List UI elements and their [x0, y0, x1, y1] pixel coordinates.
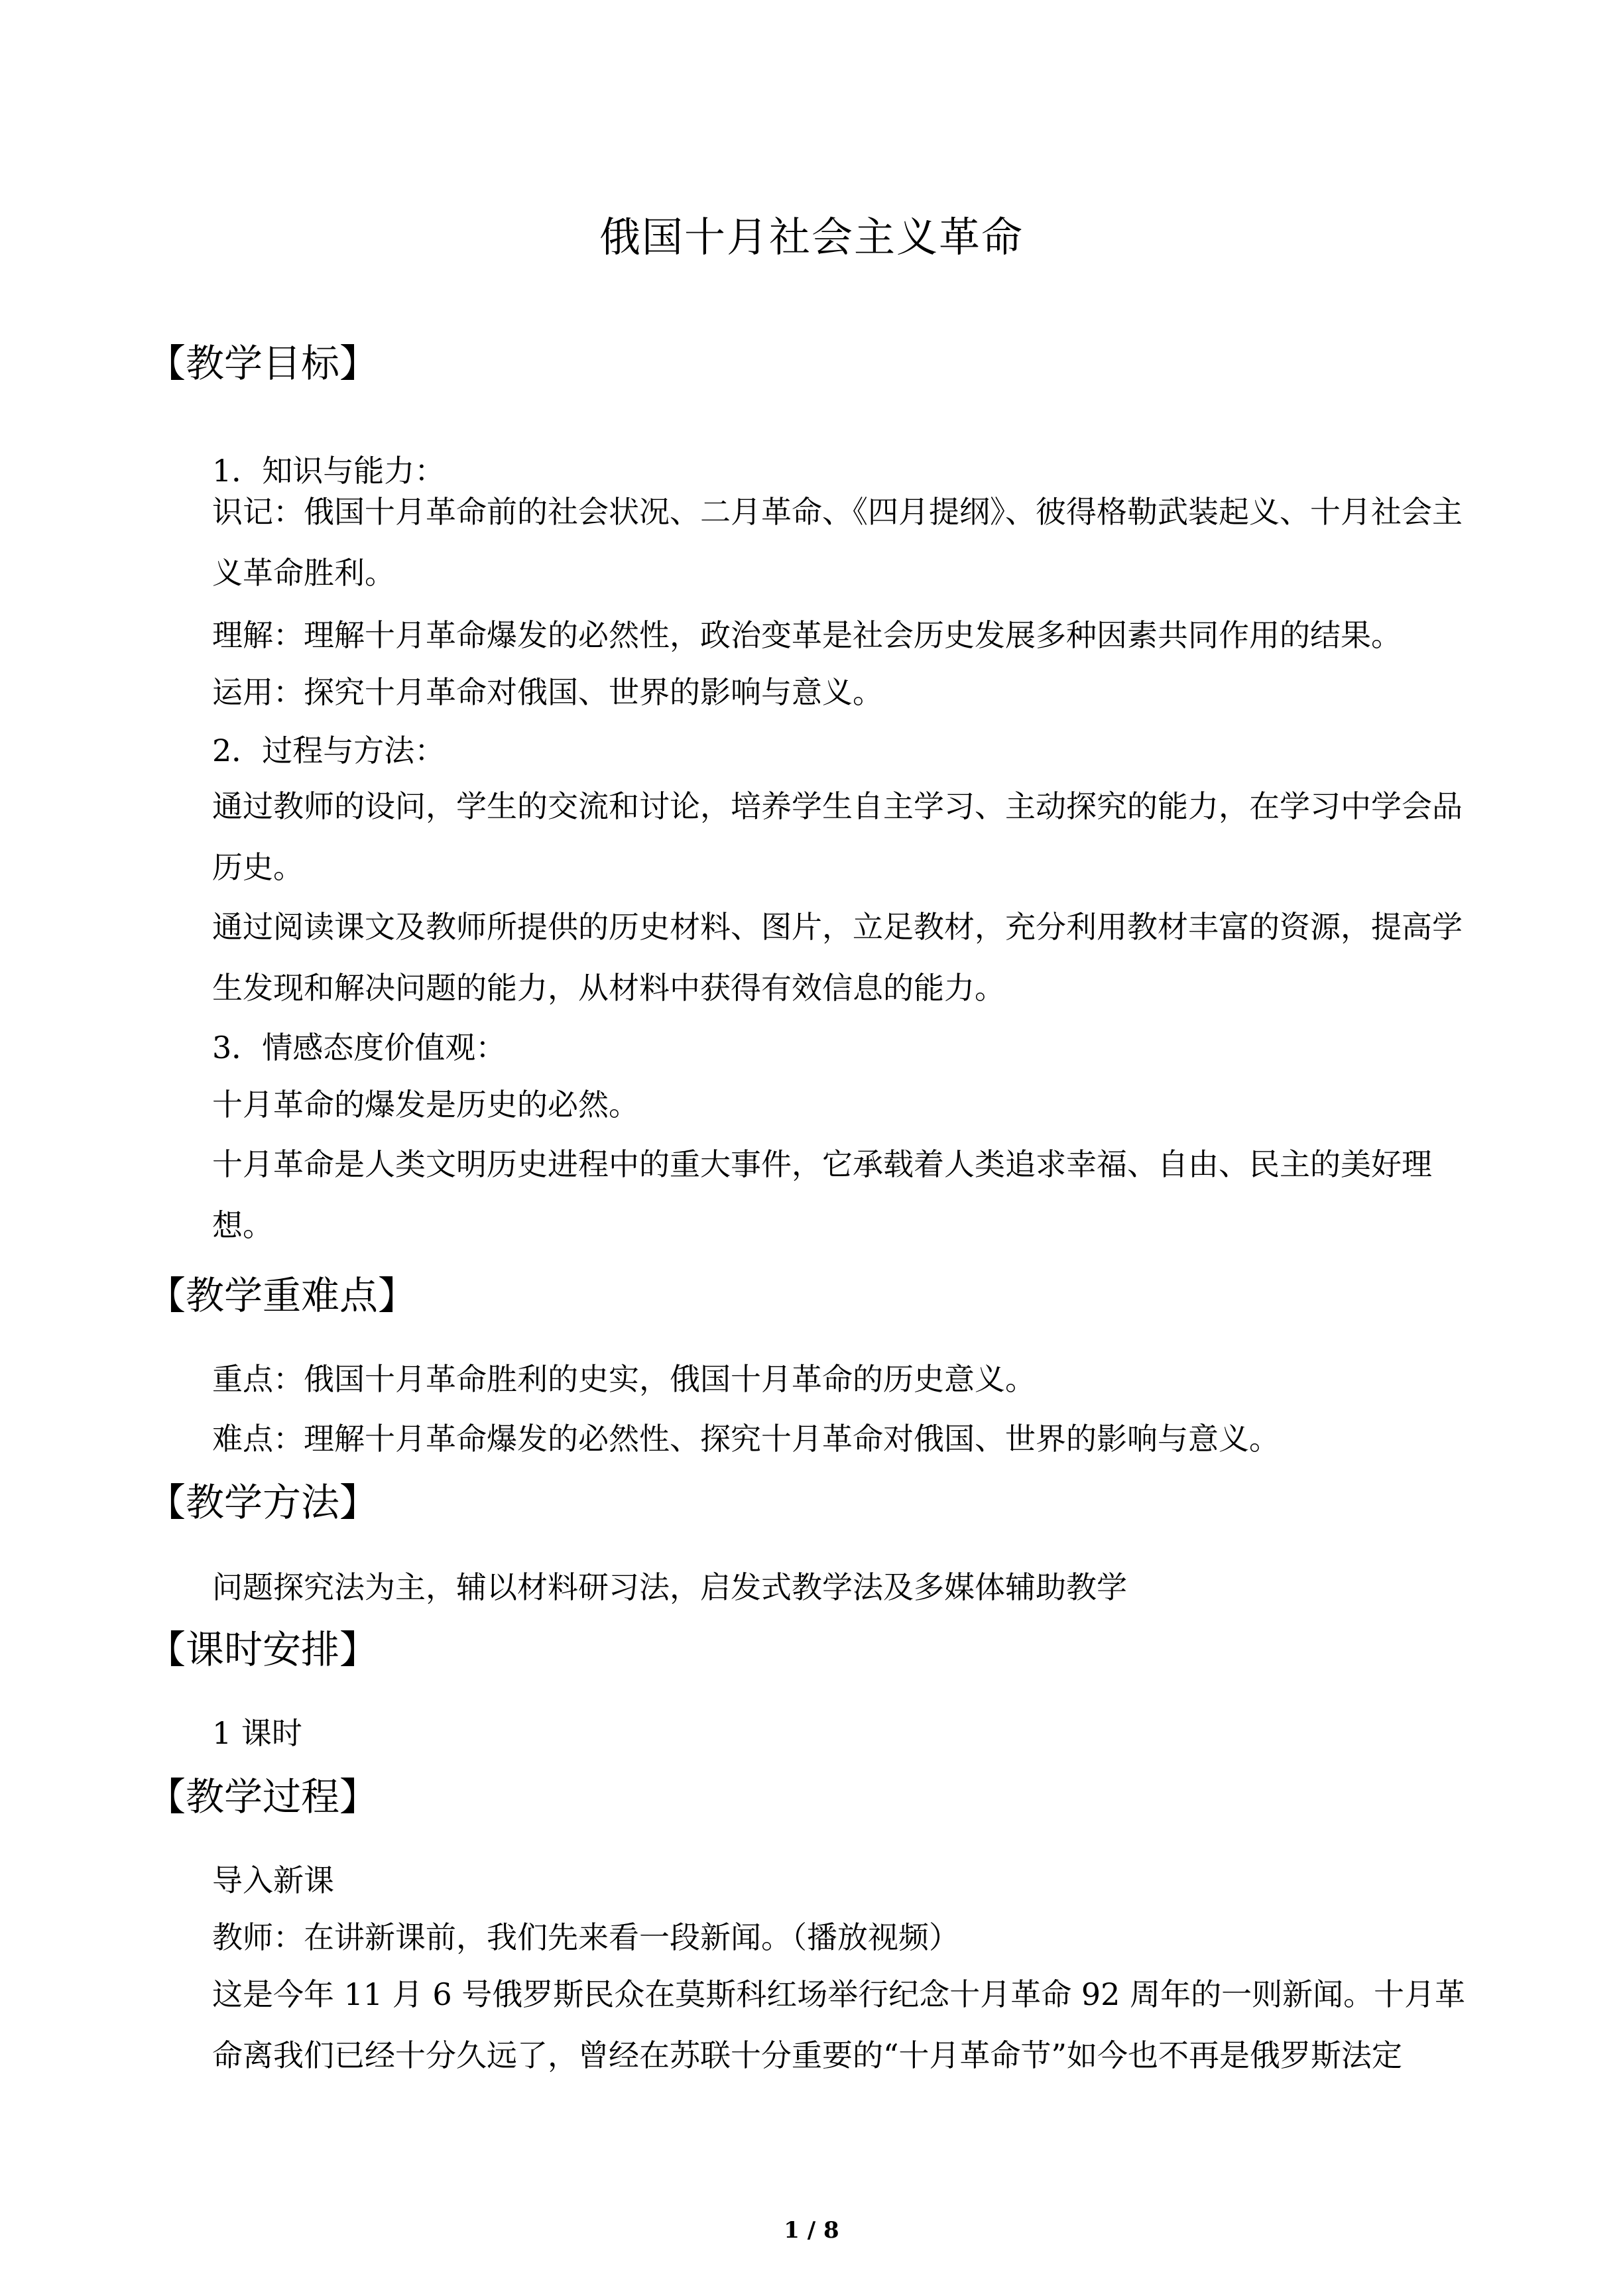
goal-1-apply: 运用：探究十月革命对俄国、世界的影响与意义。	[212, 674, 883, 710]
heading-key-points: 【教学重难点】	[147, 1273, 417, 1318]
goal-1-recall: 识记：俄国十月革命前的社会状况、二月革命、《四月提纲》、彼得格勒武装起义、十月社会主义革命胜利。	[212, 494, 1463, 591]
key-point-difficulty: 难点：理解十月革命爆发的必然性、探究十月革命对俄国、世界的影响与意义。	[212, 1421, 1280, 1457]
goal-1-title: 1．知识与能力：	[212, 453, 446, 489]
process-news: 这是今年 11 月 6 号俄罗斯民众在莫斯科红场举行纪念十月革命 92 周年的一则新闻。十月革命离我们已经十分久远了，曾经在苏联十分重要的“十月革命节”如今也不再是俄罗斯法定	[212, 1976, 1466, 2073]
goal-2-paragraph-1: 通过教师的设问，学生的交流和讨论，培养学生自主学习、主动探究的能力，在学习中学会品历史。	[212, 788, 1463, 885]
page-title: 俄国十月社会主义革命	[599, 213, 1024, 261]
goal-3-paragraph-1: 十月革命的爆发是历史的必然。	[212, 1087, 639, 1122]
teaching-methods-text: 问题探究法为主，辅以材料研习法，启发式教学法及多媒体辅助教学	[212, 1569, 1127, 1605]
process-teacher: 教师：在讲新课前，我们先来看一段新闻。（播放视频）	[212, 1919, 959, 1955]
goal-2-title: 2．过程与方法：	[212, 733, 446, 768]
goal-1-understand: 理解：理解十月革命爆发的必然性，政治变革是社会历史发展多种因素共同作用的结果。	[212, 617, 1402, 653]
key-point-focus: 重点：俄国十月革命胜利的史实，俄国十月革命的历史意义。	[212, 1361, 1036, 1397]
process-intro: 导入新课	[212, 1862, 334, 1898]
heading-schedule: 【课时安排】	[147, 1627, 379, 1672]
heading-teaching-process: 【教学过程】	[147, 1774, 379, 1819]
goal-3-paragraph-2: 十月革命是人类文明历史进程中的重大事件，它承载着人类追求幸福、自由、民主的美好理想。	[212, 1146, 1432, 1243]
goal-2-paragraph-2: 通过阅读课文及教师所提供的历史材料、图片，立足教材，充分利用教材丰富的资源，提高学生发现和解决问题的能力，从材料中获得有效信息的能力。	[212, 909, 1463, 1006]
heading-teaching-methods: 【教学方法】	[147, 1480, 379, 1525]
goal-3-title: 3．情感态度价值观：	[212, 1030, 507, 1065]
heading-teaching-goals: 【教学目标】	[147, 341, 379, 386]
page-number: 1 / 8	[784, 2217, 839, 2244]
schedule-text: 1 课时	[212, 1715, 302, 1751]
